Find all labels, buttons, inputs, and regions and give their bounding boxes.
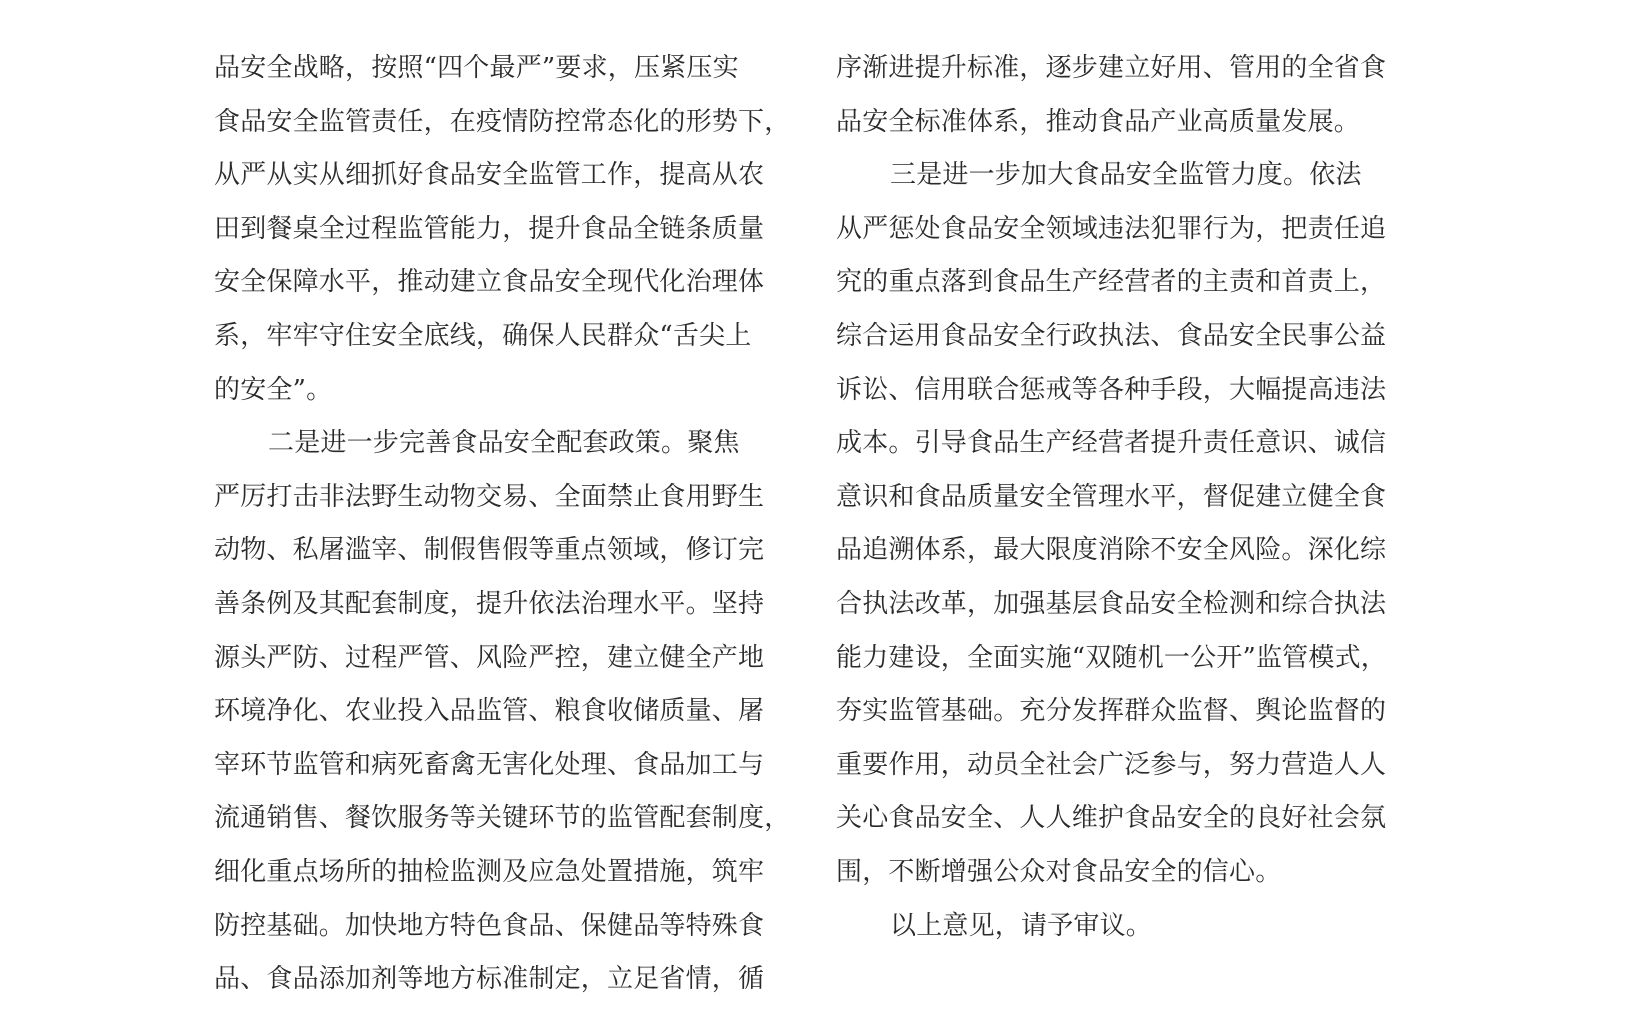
text-line: 的安全”。 xyxy=(214,374,333,405)
text-line: 合执法改革，加强基层食品安全检测和综合执法 xyxy=(836,588,1387,619)
text-line: 品安全战略，按照“四个最严”要求，压紧压实 xyxy=(214,53,739,83)
text-line: 田到餐桌全过程监管能力，提升食品全链条质量 xyxy=(214,213,765,244)
text-line: 善条例及其配套制度，提升依法治理水平。坚持 xyxy=(214,588,765,619)
paragraph-start-line: 二是进一步完善食品安全配套政策。聚焦 xyxy=(268,428,740,459)
text-line: 究的重点落到食品生产经营者的主责和首责上， xyxy=(836,267,1387,298)
text-line: 防控基础。加快地方特色食品、保健品等特殊食 xyxy=(214,910,765,941)
text-line: 食品安全监管责任，在疫情防控常态化的形势下， xyxy=(214,106,791,137)
text-line: 重要作用，动员全社会广泛参与，努力营造人人 xyxy=(836,749,1387,780)
text-line: 品安全标准体系，推动食品产业高质量发展。 xyxy=(836,106,1361,137)
text-line: 源头严防、过程严管、风险严控，建立健全产地 xyxy=(214,642,765,673)
text-line: 动物、私屠滥宰、制假售假等重点领域，修订完 xyxy=(214,535,765,566)
text-line: 关心食品安全、人人维护食品安全的良好社会氛 xyxy=(836,803,1387,834)
text-line: 系，牢牢守住安全底线，确保人民群众“舌尖上 xyxy=(214,320,752,351)
text-line: 综合运用食品安全行政执法、食品安全民事公益 xyxy=(836,320,1387,351)
text-line: 诉讼、信用联合惩戒等各种手段，大幅提高违法 xyxy=(836,374,1387,405)
text-line: 成本。引导食品生产经营者提升责任意识、诚信 xyxy=(836,428,1387,459)
text-line: 严厉打击非法野生动物交易、全面禁止食用野生 xyxy=(214,481,765,512)
text-line: 序渐进提升标准，逐步建立好用、管用的全省食 xyxy=(836,53,1387,83)
text-line: 品追溯体系，最大限度消除不安全风险。深化综 xyxy=(836,535,1387,566)
text-line: 品、食品添加剂等地方标准制定，立足省情，循 xyxy=(214,964,765,995)
text-line: 环境净化、农业投入品监管、粮食收储质量、屠 xyxy=(214,696,765,727)
text-line: 意识和食品质量安全管理水平，督促建立健全食 xyxy=(836,481,1387,512)
text-line: 从严从实从细抓好食品安全监管工作，提高从农 xyxy=(214,160,765,191)
text-line: 宰环节监管和病死畜禽无害化处理、食品加工与 xyxy=(214,749,765,780)
paragraph-start-line: 三是进一步加大食品安全监管力度。依法 xyxy=(890,160,1362,191)
text-line: 能力建设，全面实施“双随机一公开”监管模式， xyxy=(836,642,1387,673)
text-line: 围，不断增强公众对食品安全的信心。 xyxy=(836,856,1282,887)
text-line: 流通销售、餐饮服务等关键环节的监管配套制度， xyxy=(214,803,791,834)
text-line: 细化重点场所的抽检监测及应急处置措施，筑牢 xyxy=(214,856,765,887)
text-line: 从严惩处食品安全领域违法犯罪行为，把责任追 xyxy=(836,213,1387,244)
right-text-column xyxy=(836,42,1398,953)
text-line: 夯实监管基础。充分发挥群众监督、舆论监督的 xyxy=(836,696,1387,727)
closing-line: 以上意见，请予审议。 xyxy=(890,910,1153,941)
left-text-column xyxy=(214,42,791,1007)
text-line: 安全保障水平，推动建立食品安全现代化治理体 xyxy=(214,267,765,298)
